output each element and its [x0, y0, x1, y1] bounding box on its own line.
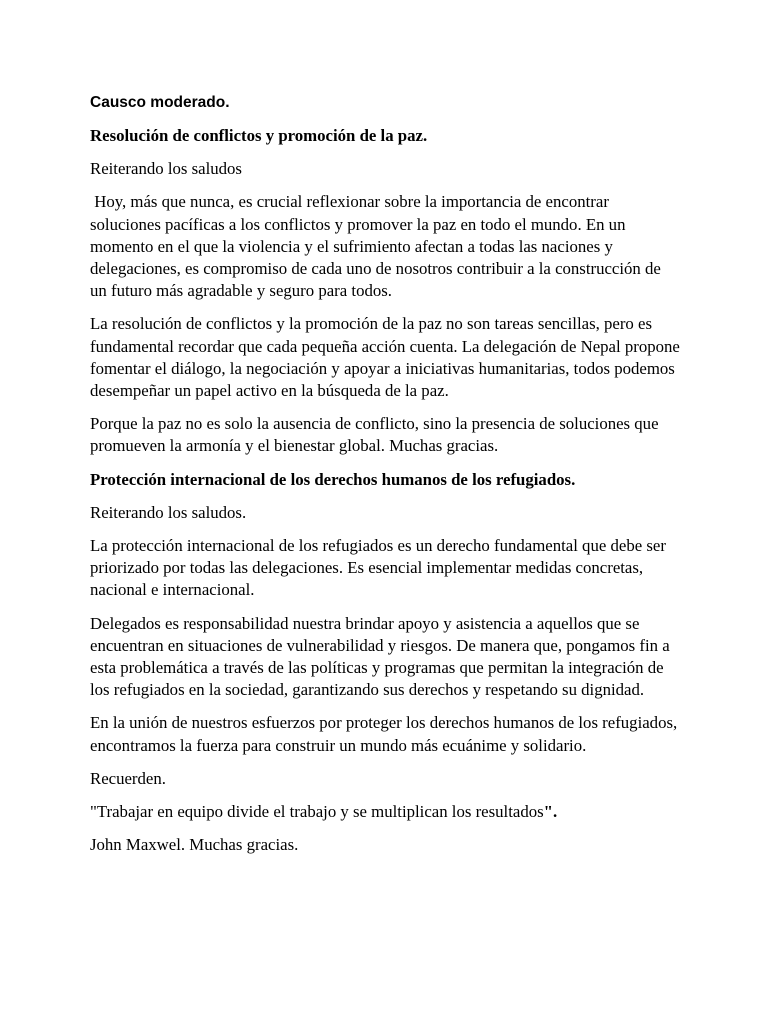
remember-line: Recuerden.: [90, 768, 166, 788]
quote-line: [90, 801, 680, 823]
body-paragraph: En la unión de nuestros esfuerzos por proteger los derechos humanos de los refugiados, encontramos la fuerza para construir un mundo más ecuánime y solidario.: [90, 713, 678, 755]
body-paragraph: Hoy, más que nunca, es crucial reflexionar sobre la importancia de encontrar soluciones pacíficas a los conflictos y promover la paz en todo el mundo. En un momento en el que la violencia y el sufrimiento afectan a todas las naciones y delegaciones, es compromiso de cada uno de nosotros contribuir a la construcción de un futuro más agradable y seguro para todos.: [90, 192, 666, 301]
section-heading-conflict-resolution: Resolución de conflictos y promoción de la paz.: [90, 126, 428, 145]
body-paragraph: Porque la paz no es solo la ausencia de conflicto, sino la presencia de soluciones que promueven la armonía y el bienestar global. Muchas gracias.: [90, 414, 659, 456]
greeting-paragraph: Reiterando los saludos.: [90, 502, 247, 522]
document-page: [90, 92, 680, 867]
section-heading-refugee-protection: Protección internacional de los derechos humanos de los refugiados.: [90, 469, 576, 489]
quote-closing-mark: ".: [543, 802, 558, 822]
greeting-paragraph: Reiterando los saludos: [90, 159, 242, 179]
body-paragraph: Delegados es responsabilidad nuestra brindar apoyo y asistencia a aquellos que se encuentran en situaciones de vulnerabilidad y riesgos. De manera que, pongamos fin a esta problemática a través de las políticas y programas que permitan la integración de los refugiados en la sociedad, garantizando sus derechos y respetando su dignidad.: [90, 613, 670, 700]
body-paragraph: La resolución de conflictos y la promoción de la paz no son tareas sencillas, pero es fundamental recordar que cada pequeña acción cuenta. La delegación de Nepal propone fomentar el diálogo, la negociación y apoyar a iniciativas humanitarias, todos podemos desempeñar un papel activo en la búsqueda de la paz.: [90, 314, 680, 401]
signoff-line: John Maxwel. Muchas gracias.: [90, 835, 299, 855]
body-paragraph: La protección internacional de los refugiados es un derecho fundamental que debe ser priorizado por todas las delegaciones. Es esencial implementar medidas concretas, nacional e internacional.: [90, 536, 666, 600]
document-title: Causco moderado.: [90, 94, 230, 111]
quote-text: "Trabajar en equipo divide el trabajo y se multiplican los resultados: [90, 802, 544, 822]
